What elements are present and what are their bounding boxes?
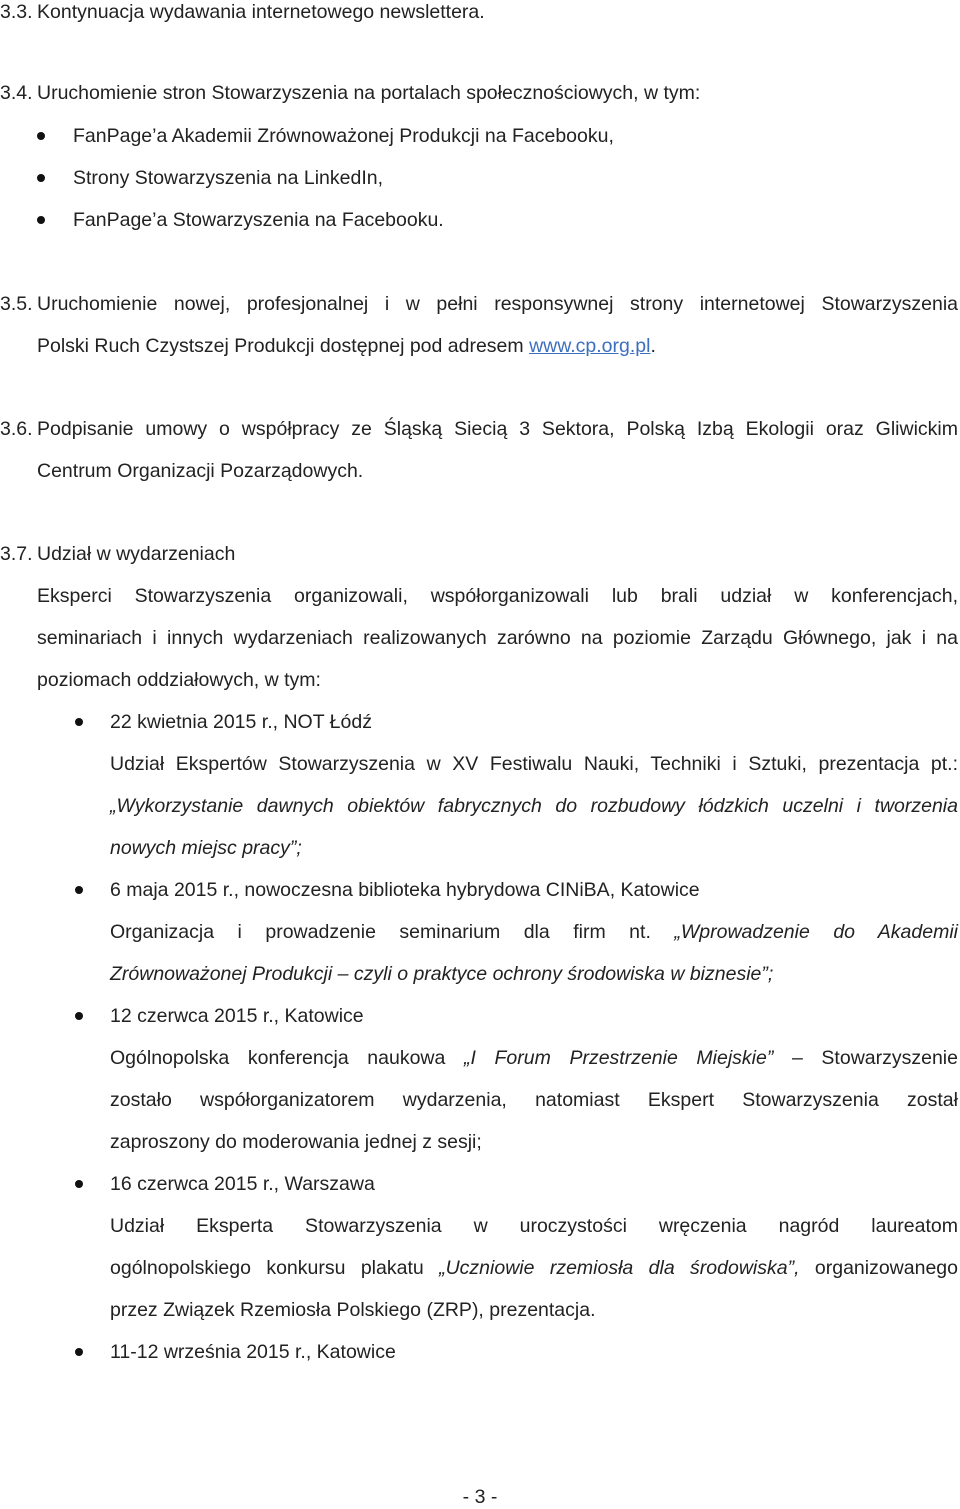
event-text: ogólnopolskiego konkursu plakatu [110, 1257, 440, 1279]
event-title-text: nowych miejsc pracy”; [110, 837, 302, 859]
event-description: zostało współorganizatorem wydarzenia, natomiast Ekspert Stowarzyszenia został [110, 1089, 958, 1111]
bullet-icon [37, 132, 45, 140]
section-text: Uruchomienie nowej, profesjonalnej i w pełni responsywnej strony internetowej Stowarzyszenia [37, 293, 958, 315]
event-heading: 22 kwietnia 2015 r., NOT Łódź [110, 711, 372, 733]
section-number: 3.4. [0, 82, 33, 104]
event-description: Udział Eksperta Stowarzyszenia w uroczystości wręczenia nagród laureatom [110, 1215, 958, 1237]
event-text: Ogólnopolska konferencja naukowa [110, 1047, 464, 1069]
section-3-4 [0, 81, 700, 105]
paragraph-line: Eksperci Stowarzyszenia organizowali, współorganizowali lub brali udział w konferencjach, [37, 585, 958, 607]
punctuation: . [650, 335, 656, 357]
paragraph-line: poziomach oddziałowych, w tym: [37, 669, 321, 691]
event-description: Udział Ekspertów Stowarzyszenia w XV Festiwalu Nauki, Techniki i Sztuki, prezentacja pt.: [110, 753, 958, 775]
event-description [110, 920, 958, 944]
section-text: Kontynuacja wydawania internetowego newslettera. [37, 1, 485, 23]
bullet-icon [37, 174, 45, 182]
event-heading: 11-12 września 2015 r., Katowice [110, 1341, 396, 1363]
section-number: 3.5. [0, 293, 33, 315]
event-text: Organizacja i prowadzenie seminarium dla firm nt. [110, 921, 675, 943]
section-text: Uruchomienie stron Stowarzyszenia na portalach społecznościowych, w tym: [37, 82, 701, 104]
bullet-icon [75, 718, 83, 726]
section-3-6 [0, 417, 958, 441]
event-description: zaproszony do moderowania jednej z sesji; [110, 1131, 482, 1153]
event-title-text: „I Forum Przestrzenie Miejskie” [463, 1047, 774, 1069]
event-text: – Stowarzyszenie [773, 1047, 958, 1069]
event-description [110, 1256, 958, 1280]
event-title-text: „Wprowadzenie do Akademii [674, 921, 958, 943]
event-description: przez Związek Rzemiosła Polskiego (ZRP), prezentacja. [110, 1299, 596, 1321]
section-3-7 [0, 542, 235, 566]
event-description [110, 836, 302, 860]
section-3-3 [0, 0, 485, 24]
list-item: FanPage’a Stowarzyszenia na Facebooku. [73, 209, 444, 231]
event-text: organizowanego [799, 1257, 958, 1279]
event-heading: 6 maja 2015 r., nowoczesna biblioteka hybrydowa CINiBA, Katowice [110, 879, 700, 901]
page-number: - 3 - [462, 1486, 498, 1508]
event-heading: 16 czerwca 2015 r., Warszawa [110, 1173, 375, 1195]
event-title-text: „Uczniowie rzemiosła dla środowiska”, [439, 1257, 800, 1279]
bullet-icon [75, 1180, 83, 1188]
section-number: 3.3. [0, 1, 33, 23]
paragraph-line: seminariach i innych wydarzeniach realizowanych zarówno na poziomie Zarządu Głównego, jak i na [37, 627, 958, 649]
bullet-icon [75, 1012, 83, 1020]
section-number: 3.7. [0, 543, 33, 565]
event-title-text: „Wykorzystanie dawnych obiektów fabrycznych do rozbudowy łódzkich uczelni i tworzenia [110, 795, 958, 817]
section-text: Polski Ruch Czystszej Produkcji dostępnej pod adresem [37, 335, 530, 357]
event-description [110, 962, 773, 986]
section-number: 3.6. [0, 418, 33, 440]
bullet-icon [75, 886, 83, 894]
event-description [110, 1046, 958, 1070]
bullet-icon [37, 216, 45, 224]
event-description [110, 794, 958, 818]
event-title-text: Zrównoważonej Produkcji – czyli o praktyce ochrony środowiska w biznesie”; [110, 963, 774, 985]
event-heading: 12 czerwca 2015 r., Katowice [110, 1005, 364, 1027]
bullet-icon [75, 1348, 83, 1356]
list-item: Strony Stowarzyszenia na LinkedIn, [73, 167, 384, 189]
section-3-5 [0, 292, 958, 316]
section-text: Podpisanie umowy o współpracy ze Śląską Siecią 3 Sektora, Polską Izbą Ekologii oraz Gliwickim [37, 418, 958, 440]
section-text: Centrum Organizacji Pozarządowych. [37, 460, 364, 482]
website-link[interactable]: www.cp.org.pl [529, 335, 651, 357]
section-title: Udział w wydarzeniach [37, 543, 236, 565]
section-3-5-continued [37, 334, 656, 358]
list-item: FanPage’a Akademii Zrównoważonej Produkcji na Facebooku, [73, 125, 614, 147]
